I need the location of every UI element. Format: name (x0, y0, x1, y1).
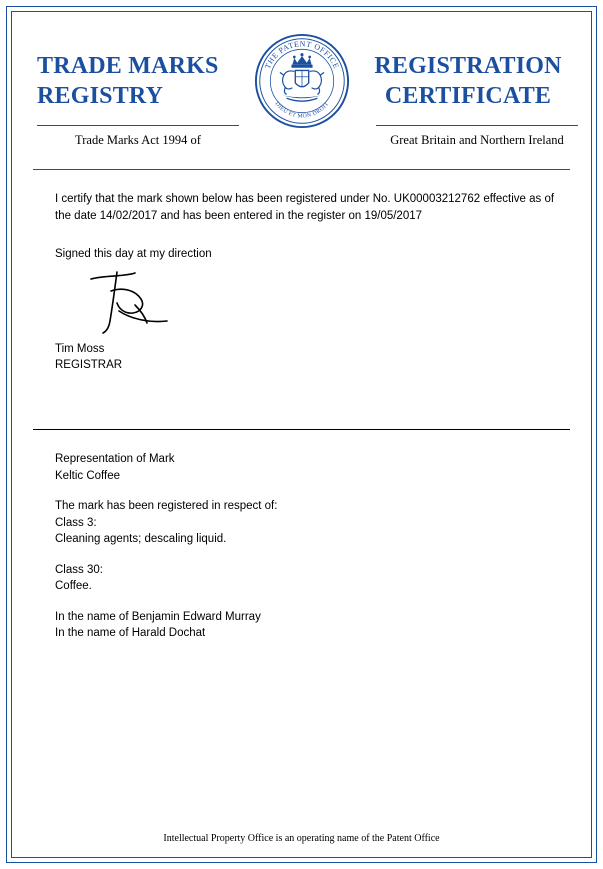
class-goods: Cleaning agents; descaling liquid. (55, 533, 227, 545)
svg-text:DIEU ET MON DROIT: DIEU ET MON DROIT (273, 101, 330, 120)
signatory-title: REGISTRAR (55, 359, 123, 371)
certificate-title-line-1: REGISTRATION (374, 53, 562, 79)
certification-block (55, 191, 562, 374)
registry-title (37, 51, 247, 111)
signed-line: Signed this day at my direction (55, 248, 212, 260)
registry-title-line-2: REGISTRY (37, 83, 164, 109)
registry-title-line-1: TRADE MARKS (37, 53, 219, 79)
footer-note: Intellectual Property Office is an operating name of the Patent Office (163, 833, 440, 844)
svg-text:THE PATENT OFFICE: THE PATENT OFFICE (262, 39, 341, 71)
certificate-header (11, 11, 592, 147)
act-subtitle: Trade Marks Act 1994 of (75, 133, 201, 147)
representation-label: Representation of Mark (55, 453, 175, 465)
mark-details-block (55, 451, 562, 642)
header-rule-left (37, 125, 239, 126)
respect-label: The mark has been registered in respect of: (55, 500, 278, 512)
certificate-title-line-2: CERTIFICATE (384, 83, 552, 109)
certificate-content (11, 11, 592, 858)
owner-name: In the name of Harald Dochat (55, 627, 206, 639)
header-rule-right (376, 125, 578, 126)
class-heading: Class 3: (55, 516, 97, 529)
class-goods: Coffee. (55, 580, 92, 592)
owner-name: In the name of Benjamin Edward Murray (55, 610, 261, 623)
royal-crest-icon (254, 33, 350, 129)
representation-value: Keltic Coffee (55, 469, 120, 482)
territory-subtitle: Great Britain and Northern Ireland (390, 133, 564, 147)
signature-area (55, 269, 562, 341)
signature-icon (83, 269, 213, 345)
certificate-title (358, 51, 578, 111)
certification-statement: I certify that the mark shown below has been registered under No. UK00003212762 effective as of the date 14/02/2017 and has been entered in the register on 19/05/2017 (55, 193, 555, 222)
signatory-name: Tim Moss (55, 342, 105, 355)
section-divider (33, 429, 570, 430)
header-divider (33, 169, 570, 170)
class-heading: Class 30: (55, 563, 103, 576)
